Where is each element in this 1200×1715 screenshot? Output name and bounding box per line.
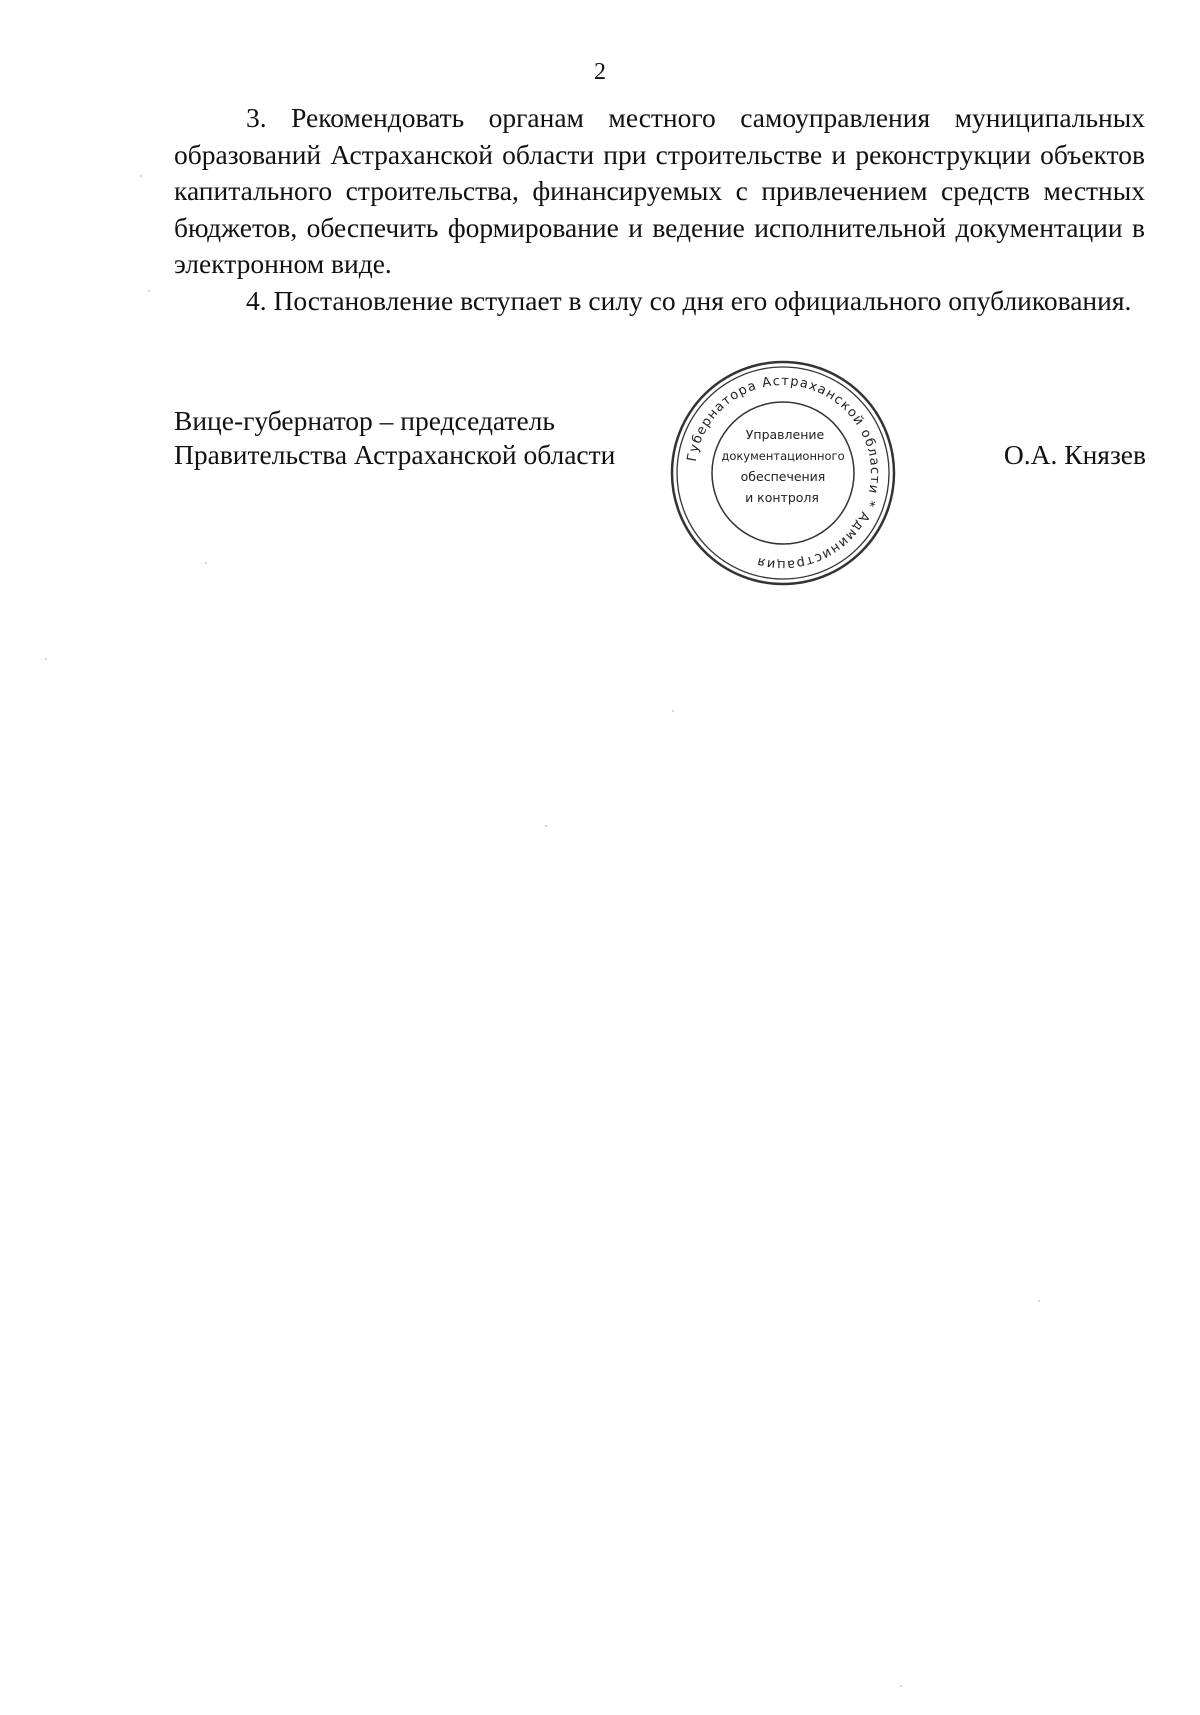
signer-position bbox=[174, 404, 615, 472]
document-body bbox=[174, 100, 1145, 319]
scan-speck bbox=[205, 562, 207, 564]
signer-position-line-1: Вице-губернатор – председатель bbox=[174, 405, 555, 436]
page-number: 2 bbox=[594, 59, 606, 85]
signer-position-line-2: Правительства Астраханской области bbox=[174, 439, 616, 470]
scan-speck bbox=[45, 658, 47, 660]
paragraph-4: 4. Постановление вступает в силу со дня его официального опубликования. bbox=[246, 284, 1132, 316]
scan-speck bbox=[545, 825, 547, 827]
stamp-graphic bbox=[668, 358, 898, 588]
scan-speck bbox=[148, 290, 150, 292]
stamp-center-line-1: Управление bbox=[745, 427, 825, 442]
stamp-center-line-2: документационного bbox=[721, 449, 845, 463]
stamp-center-line-4: и контроля bbox=[745, 490, 819, 505]
signer-name: О.А. Князев bbox=[1003, 439, 1146, 470]
official-stamp bbox=[668, 358, 898, 588]
scan-speck bbox=[140, 175, 142, 177]
scan-speck bbox=[1038, 1300, 1040, 1302]
paragraph-3: 3. Рекомендовать органам местного самоуправления муниципальных образований Астраханской области при строительстве и реконструкции объектов капитального строительства, финансируемых с привлечением средств местных бюджетов, обеспечить формирование и ведение исполнительной документации в электронном виде. bbox=[174, 102, 1145, 279]
scan-speck bbox=[672, 710, 674, 712]
stamp-ring-text: Губернатора Астраханской области * Администрация bbox=[684, 373, 883, 573]
scan-speck bbox=[900, 1685, 902, 1687]
stamp-center-line-3: обеспечения bbox=[740, 469, 826, 484]
